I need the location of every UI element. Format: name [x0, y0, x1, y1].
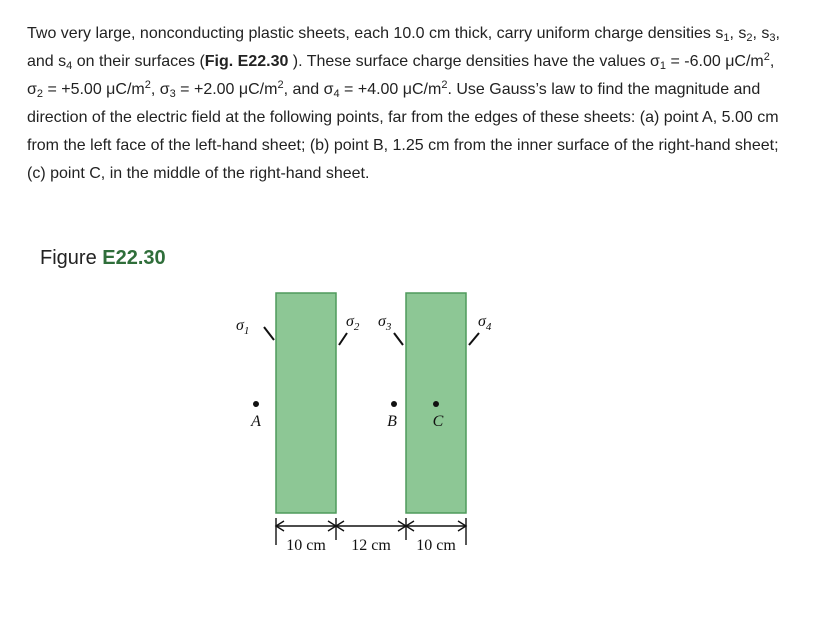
- point-c-label: C: [432, 413, 444, 430]
- point-b-label: B: [387, 413, 397, 430]
- point-a-label: A: [251, 413, 261, 430]
- figure-number: E22.30: [102, 247, 166, 269]
- left-sheet: [276, 293, 336, 513]
- gap-label: 12 cm: [351, 537, 391, 554]
- figure-caption: Figure E22.30: [40, 247, 166, 269]
- point-a-dot: [253, 401, 259, 407]
- sigma4-label: $\sigma_4$: [478, 313, 492, 333]
- sigma3-label: $\sigma_3$: [378, 313, 392, 333]
- sigma1-label: $\sigma_1$: [236, 317, 250, 337]
- point-c-dot: [433, 401, 439, 407]
- right-thickness-label: 10 cm: [416, 537, 456, 554]
- point-b-dot: [391, 401, 397, 407]
- sigma2-label: $\sigma_2$: [346, 313, 360, 333]
- sigma3-pointer: [394, 333, 403, 345]
- sigma2-pointer: [339, 333, 347, 345]
- left-thickness-label: 10 cm: [286, 537, 326, 554]
- figure-reference: Fig. E22.30: [204, 53, 289, 70]
- sigma4-pointer: [469, 333, 479, 345]
- sigma1-pointer: [264, 327, 274, 340]
- problem-statement: Two very large, nonconducting plastic sheets, each 10.0 cm thick, carry uniform charge densities $s_1$, $s_2$, $s_3$, and $s_4$ on their surfaces (Fig. E22.30 ). These surface charge densities have the values $\sigma_1 = -6.00$ $\mu C/m^2$, $\sigma_2 = +5.00$ $\mu C/m^2$, $\sigma_3 = +2.00$ $\mu C/m^2$, and $\sigma_4 = +4.00$ $\mu C/m^2$. Use Gauss’s law to find the magnitude and direction of the electric field at the following points, far from the edges of these sheets: (a) point A, 5.00 cm from the left face of the left-hand sheet; (b) point B, 1.25 cm from the inner surface of the right-hand sheet; (c) point C, in the middle of the right-hand sheet.: [27, 25, 780, 182]
